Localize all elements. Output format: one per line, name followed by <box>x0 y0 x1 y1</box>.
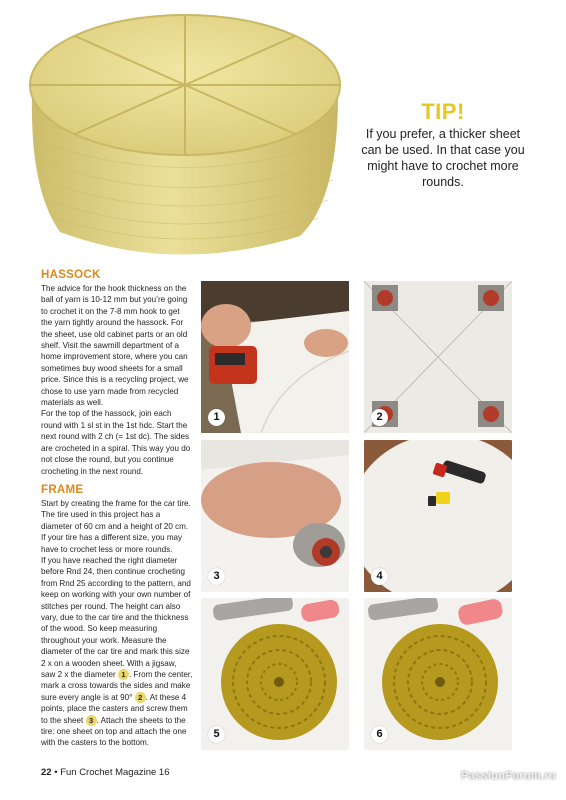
step-photo-4 <box>364 440 512 592</box>
step-photo-2 <box>364 281 512 433</box>
footer-bullet: • <box>54 767 58 778</box>
hassock-body <box>41 283 193 477</box>
frame-body <box>41 498 193 749</box>
hassock-paragraph-2: For the top of the hassock, join each round with 1 sl st in the 1st hdc. Start the next round with 2 ch (= 1st dc). The sides are crocheted in a spiral. This way you do not close the round, but you continue crocheting in the next round. <box>41 409 191 476</box>
page-footer <box>41 767 170 778</box>
step-number-4: 4 <box>371 568 388 585</box>
tip-text: If you prefer, a thicker sheet can be used. In that case you might have to crochet more rounds. <box>361 127 525 189</box>
frame-text-c: . At these 4 points, place the casters and screw them to the sheet <box>41 692 188 725</box>
step-ref-badge-3: 3 <box>86 715 97 726</box>
watermark: PassionForum.ru <box>461 770 556 782</box>
frame-heading: FRAME <box>41 483 84 496</box>
frame-text-d: . Attach the sheets to the tire: one sheet on top and attach the one with the casters to the bottom. <box>41 715 187 748</box>
step-number-1: 1 <box>208 409 225 426</box>
instructions-column <box>41 268 193 749</box>
step-ref-badge-1: 1 <box>118 669 129 680</box>
frame-paragraph-1: Start by creating the frame for the car tire. The tire used in this project has a diameter of 60 cm and a height of 20 cm. If your tire has a different size, you may have to crochet less or more rounds. <box>41 498 191 554</box>
step-photo-6 <box>364 598 512 750</box>
frame-text-a: If you have reached the right diameter before Rnd 24, then continue crocheting from Rnd 25 according to the pattern, and keep on working with your own number of stitches per round. The height can also vary, due to the car tire and the thickness of the wood. So keep measuring throughout your work. Measure the diameter of the car tire and mark this size 2 x on a wooden sheet. With a jigsaw, saw 2 x the diameter <box>41 555 191 679</box>
hassock-paragraph-1: The advice for the hook thickness on the ball of yarn is 10-12 mm but you’re going to crochet it on the 7-8 mm hook to get the yarn tightly around the hassock. For the sheet, use old cabinet parts or an old shelf. Visit the sawmill department of a home improvement store, where you can sometimes buy wood sheets for a small price. Since this is a recycling project, we chose to use yarn made from recycled materials as well. <box>41 284 189 408</box>
step-photo-1 <box>201 281 349 433</box>
step-number-6: 6 <box>371 726 388 743</box>
publication-name: Fun Crochet Magazine 16 <box>60 767 170 778</box>
page-number: 22 <box>41 767 52 778</box>
frame-text-b: . From the center, mark a cross towards the sides and make sure every angle is at 90° <box>41 670 193 702</box>
step-photo-5 <box>201 598 349 750</box>
step-ref-badge-2: 2 <box>135 692 146 703</box>
hassock-heading: HASSOCK <box>41 269 101 281</box>
caster-icon <box>372 285 398 311</box>
step-number-2: 2 <box>371 409 388 426</box>
tip-title: TIP! <box>421 99 465 124</box>
frame-paragraph-2 <box>41 555 193 749</box>
step-number-5: 5 <box>208 726 225 743</box>
tip-box <box>358 100 528 190</box>
hassock-photo <box>0 0 370 262</box>
step-photo-3 <box>201 440 349 592</box>
step-number-3: 3 <box>208 568 225 585</box>
